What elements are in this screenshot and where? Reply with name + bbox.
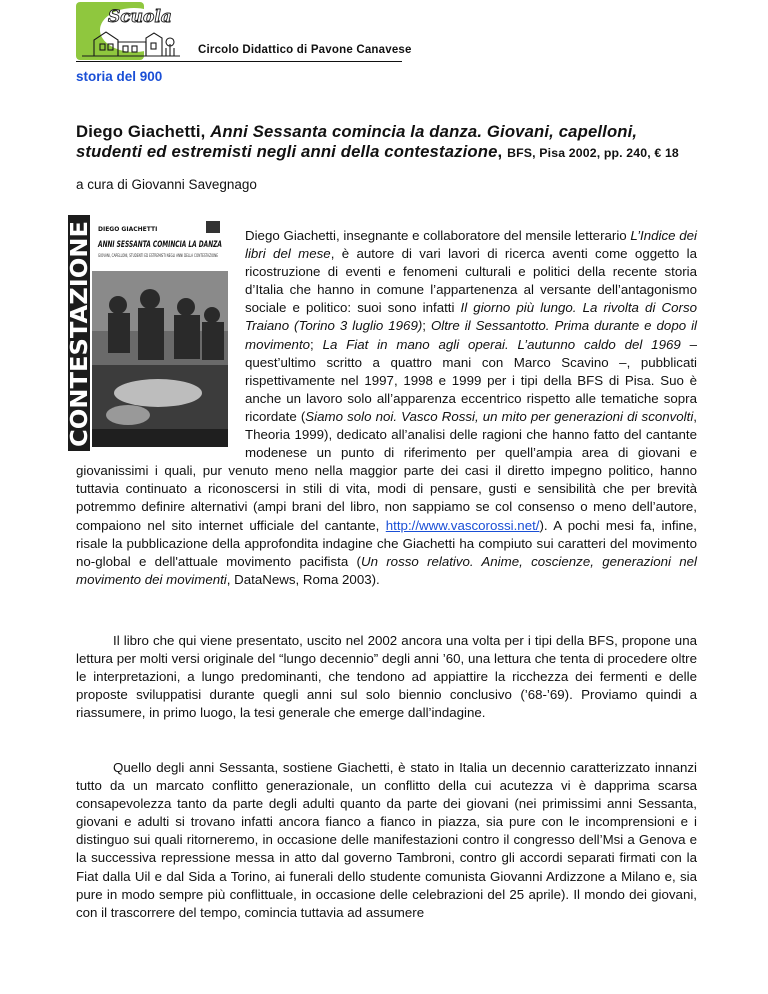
title-line-1 bbox=[76, 122, 698, 142]
p1-text-l: ). A pochi mesi fa, infine, risale la pubblicazione della approfondita indagine che Giachetti ha compiuto sui caratteri del movimento no-global e dell'attuale movimento pacifista ( bbox=[76, 517, 698, 569]
p1-italic-h: La Fiat in mano agli operai. L’autunno caldo del 1969 bbox=[322, 336, 681, 352]
cover-spine-text: CONTESTAZIONE bbox=[67, 231, 93, 447]
p1-italic-b: L’Indice dei libri del mese bbox=[245, 228, 697, 262]
header-divider bbox=[76, 61, 402, 62]
p1-text-g: ; bbox=[310, 336, 323, 352]
p1-italic-d: Il giorno più lungo. La rivolta di Corso Traiano (Torino 3 luglio 1969) bbox=[245, 300, 697, 334]
cover-subtitle: GIOVANI, CAPELLONI, STUDENTI ED ESTREMISTI NEGLI ANNI DELLA CONTESTAZIONE bbox=[98, 253, 219, 258]
title-book-part1: Anni Sessanta comincia la danza. Giovani, capelloni, bbox=[210, 122, 638, 141]
title-line-2: studenti ed estremisti negli anni della contestazione, BFS, Pisa 2002, pp. 240, € 18 bbox=[76, 142, 679, 161]
cover-author: DIEGO GIACHETTI bbox=[98, 226, 158, 233]
vascorossi-link[interactable]: http://www.vascorossi.net/ bbox=[385, 517, 540, 533]
cover-title: ANNI SESSANTA COMINCIA LA DANZA bbox=[97, 240, 223, 250]
curator-line: a cura di Giovanni Savegnago bbox=[76, 177, 257, 192]
p1-italic-m: Un rosso relativo. Anime, coscienze, generazioni nel movimento dei movimenti bbox=[76, 553, 697, 587]
school-logo[interactable] bbox=[76, 0, 188, 62]
p1-text-i: – quest’ultimo scritto a quattro mani con Marco Scavino –, pubblicati rispettivamente nel 1997, 1998 e 1999 per i tipi della BFS di Pisa. Suo è anche un lavoro solo all’apparenza eccentrico rispetto alle tematiche sopra ricordate ( bbox=[245, 336, 698, 424]
p1-text-c: , è autore di vari lavori di ricerca aventi come oggetto la ricostruzione di eventi e fenomeni culturali e politici della recente storia d’Italia che hanno in comune l’appartenenza al versante dell’antagonismo sociale e politico: suoi sono infatti bbox=[245, 246, 698, 316]
school-name: Circolo Didattico di Pavone Canavese bbox=[198, 44, 412, 56]
p1-text-n: , DataNews, Roma 2003). bbox=[226, 571, 380, 587]
publication-info: BFS, Pisa 2002, pp. 240, € 18 bbox=[507, 146, 679, 160]
section-label[interactable]: storia del 900 bbox=[76, 69, 163, 84]
p1-text-a: Diego Giachetti, insegnante e collaboratore del mensile letterario bbox=[245, 228, 631, 243]
cover-wrap-spacer bbox=[76, 227, 245, 455]
p1-text-e: ; bbox=[422, 318, 431, 334]
p1-text-k: , Theoria 1999), dedicato all’analisi delle ragioni che hanno fatto del cantante modenese un punto di riferimento per quell’ampia area di giovani e giovanissimi i quali, pur venuto meno nella maggior parte dei casi il diretto impegno politico, hanno tuttavia continuato a riconoscersi in stili di vita, modi di pensare, gusti e sensibilità che per brevità potremmo definire alternativi (ampi brani del libro, non sappiamo se col consenso o meno dell’autore, compaiono nel sito internet ufficiale del cantante, bbox=[76, 408, 697, 533]
p1-italic-j: Siamo solo noi. Vasco Rossi, un mito per generazioni di sconvolti bbox=[305, 408, 694, 424]
title-author: Diego Giachetti, bbox=[76, 122, 206, 141]
article-title bbox=[76, 122, 698, 163]
paragraph-3: Quello degli anni Sessanta, sostiene Giachetti, è stato in Italia un decennio caratterizzato innanzi tutto da un marcato conflitto generazionale, un conflitto della cui acutezza vi è dapprima scarsa consapevolezza tanto da parte degli adulti quanto da parte dei giovani (nei primissimi anni Sessanta, giovani e adulti si trovano infatti ancora fianco a fianco in piazza, sia pure con le incomprensioni e i distinguo sui quali ritorneremo, in occasione delle manifestazioni contro il congresso dell’Msi a Genova e la successiva repressione messa in atto dal governo Tambroni, contro gli accordi separati firmati con la Fiat dalla Uil e dal Sida a Torino, ai funerali dello studente comunista Giovanni Ardizzone a Milano e, sia pure in modo sempre più conflittuale, in occasione delle celebrazioni del 25 aprile). Il mondo dei giovani, con il trascorrere del tempo, comincia tuttavia ad assumere bbox=[76, 760, 697, 920]
title-book-part2: studenti ed estremisti negli anni della contestazione bbox=[76, 142, 498, 161]
logo-wordmark: Scuola bbox=[108, 7, 172, 27]
paragraph-intro bbox=[76, 227, 697, 589]
site-header bbox=[76, 0, 412, 64]
paragraph-2: Il libro che qui viene presentato, uscito nel 2002 ancora una volta per i tipi della BFS, propone una lettura per molti versi originale del “lungo decennio” degli anni ’60, una lettura che tenta di procedere oltre le interpretazioni, a lungo predominanti, che tendono ad appiattire la ricchezza dei fermenti e delle proposte sviluppatisi durante quegli anni sul solo biennio conclusivo (’68-’69). Proviamo quindi a riassumere, in primo luogo, la tesi generale che emerge dall’indagine. bbox=[76, 633, 697, 721]
p1-italic-f: Oltre il Sessantotto. Prima durante e dopo il movimento bbox=[245, 318, 697, 352]
